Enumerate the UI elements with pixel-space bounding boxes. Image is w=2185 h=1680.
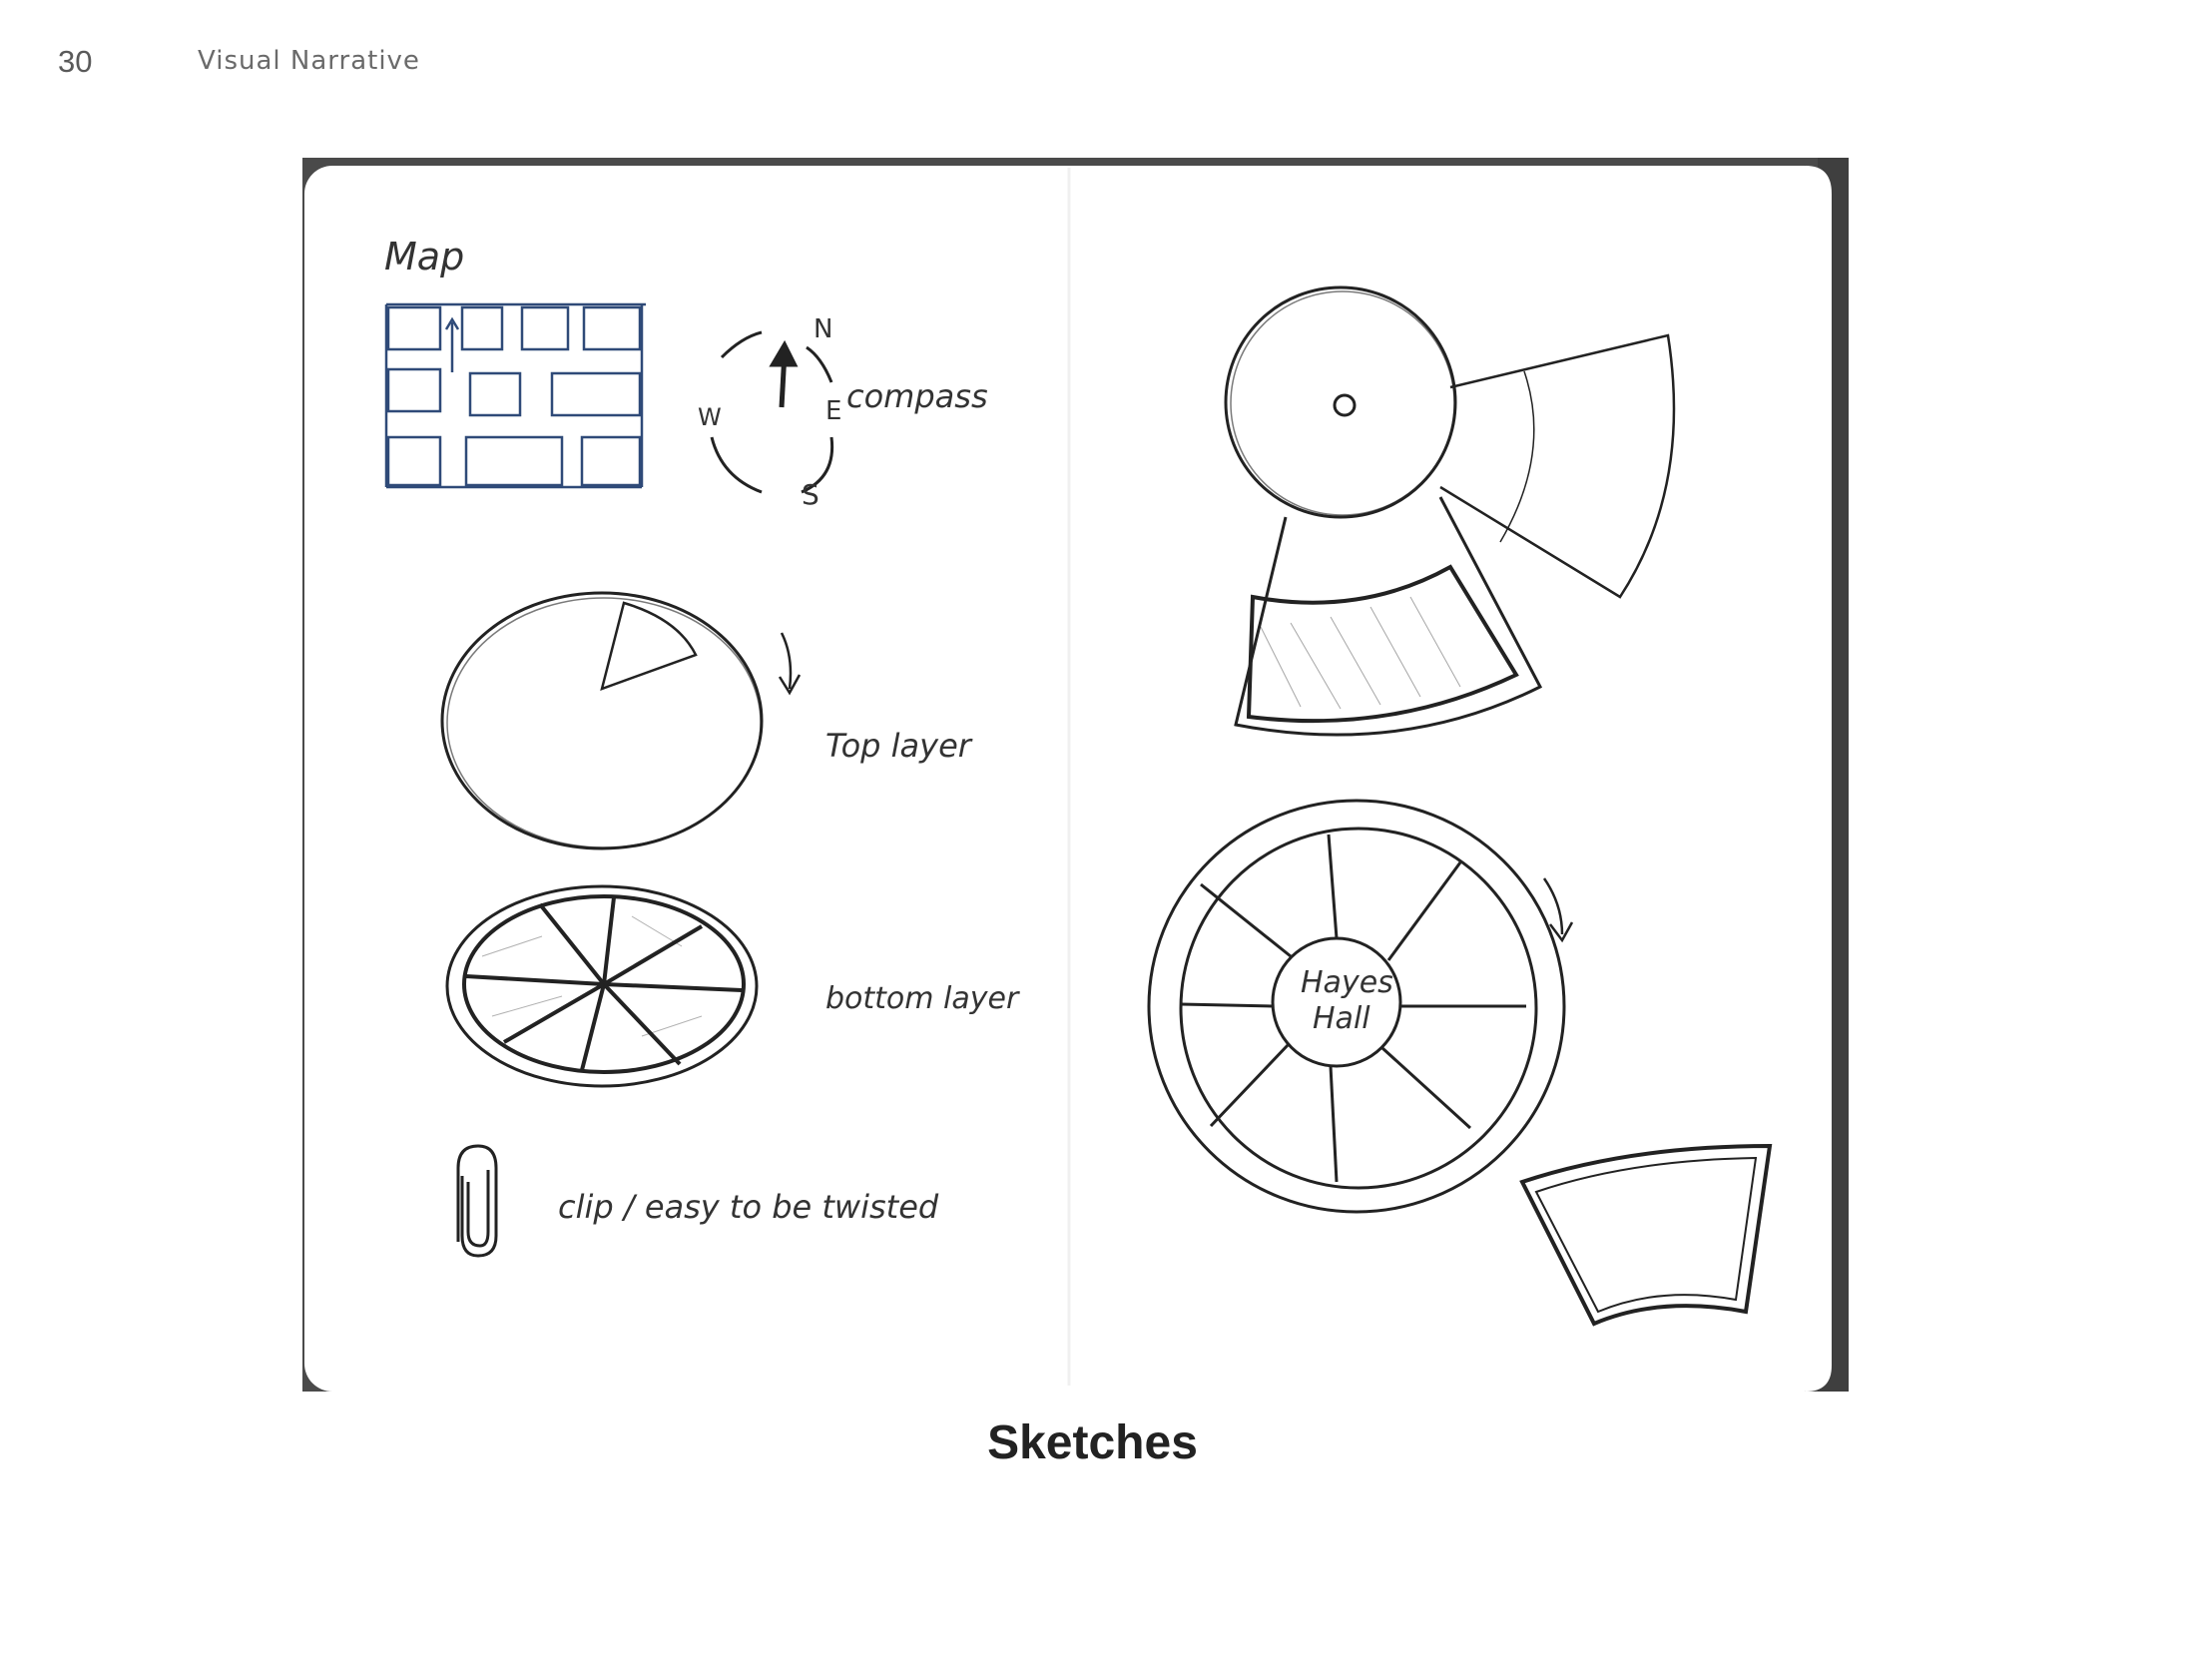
top-layer-label: Top layer <box>825 727 971 765</box>
wheel-center-line2: Hall <box>1313 1001 1370 1036</box>
sketch-drawing <box>302 158 1849 1392</box>
bottom-layer-label: bottom layer <box>825 981 1019 1016</box>
sketchbook-scan <box>302 158 1849 1392</box>
clip-note: clip / easy to be twisted <box>558 1188 939 1226</box>
section-title: Visual Narrative <box>198 46 420 76</box>
wheel-center-line1: Hayes <box>1301 965 1393 1000</box>
map-label: Map <box>384 235 465 279</box>
compass-label: compass <box>846 377 988 415</box>
page-number: 30 <box>58 44 93 79</box>
compass-east: E <box>825 396 842 426</box>
compass-north: N <box>814 314 833 344</box>
compass-west: W <box>698 403 722 431</box>
figure-caption: Sketches <box>987 1416 1198 1469</box>
compass-south: S <box>802 478 819 511</box>
page-header <box>58 44 657 84</box>
